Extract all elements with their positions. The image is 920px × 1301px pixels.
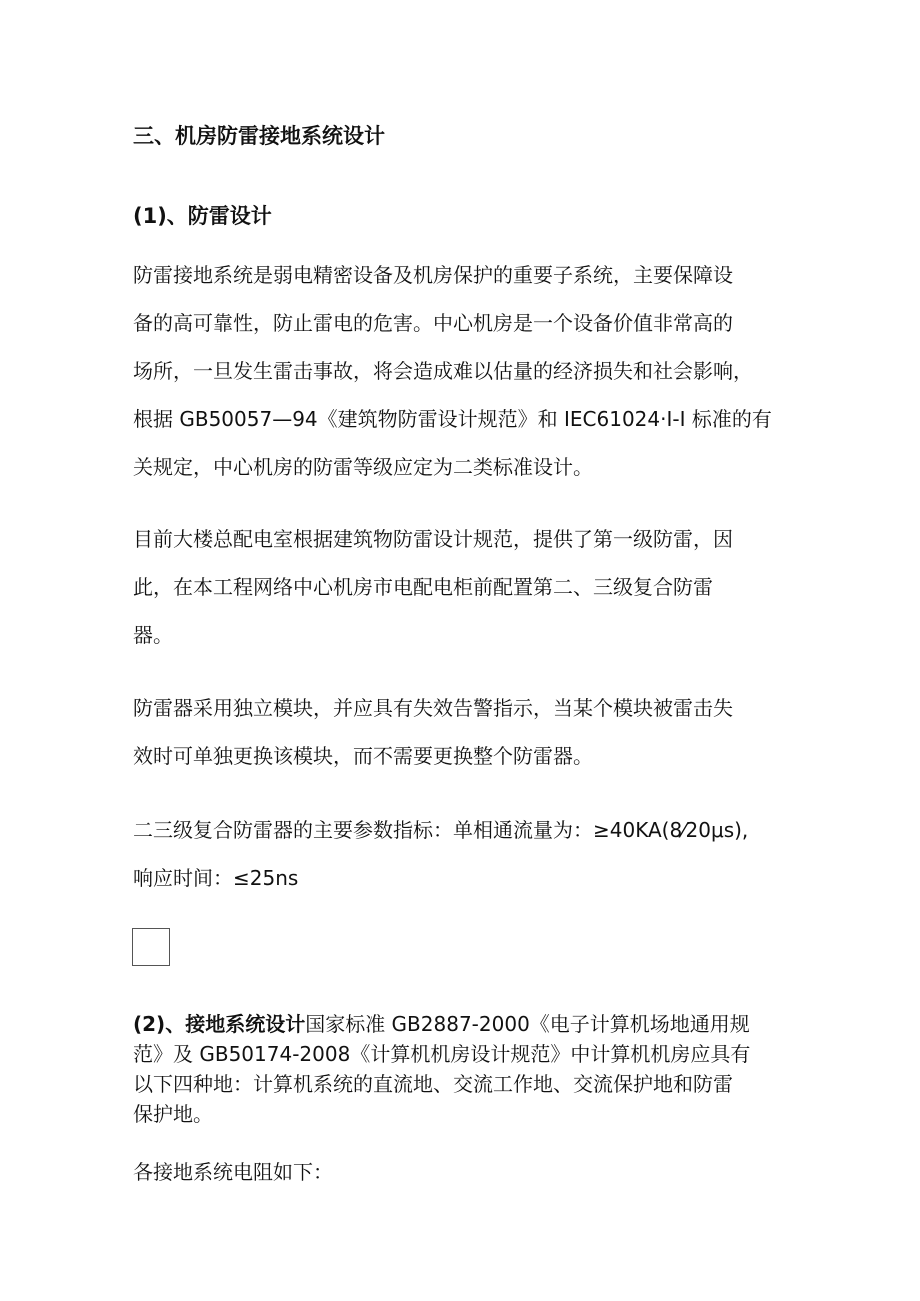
text-line: 防雷器采用独立模块，并应具有失效告警指示，当某个模块被雷击失: [133, 696, 733, 720]
text-line: 此，在本工程网络中心机房市电配电柜前配置第二、三级复合防雷: [133, 575, 713, 599]
text-line: 以下四种地：计算机系统的直流地、交流工作地、交流保护地和防雷: [133, 1072, 733, 1096]
text-line: 国家标准 GB2887-2000《电子计算机场地通用规: [305, 1012, 750, 1036]
text-line: 防雷接地系统是弱电精密设备及机房保护的重要子系统，主要保障设: [133, 263, 733, 287]
lightning-paragraph-3: [133, 684, 813, 780]
lightning-paragraph-2: [133, 515, 813, 659]
text-line: 保护地。: [133, 1102, 213, 1126]
text-line: 二三级复合防雷器的主要参数指标：单相通流量为：≥40KA(8⁄20μs),: [133, 818, 749, 842]
text-line: 关规定，中心机房的防雷等级应定为二类标准设计。: [133, 455, 593, 479]
text-line: 范》及 GB50174-2008《计算机机房设计规范》中计算机机房应具有: [133, 1042, 751, 1066]
text-line: 各接地系统电阻如下：: [133, 1160, 333, 1184]
grounding-paragraph: [133, 1009, 813, 1129]
text-line: 备的高可靠性，防止雷电的危害。中心机房是一个设备价值非常高的: [133, 311, 733, 335]
text-line: 目前大楼总配电室根据建筑物防雷设计规范，提供了第一级防雷，因: [133, 527, 733, 551]
lightning-paragraph-4: [133, 806, 813, 902]
grounding-design-heading: (2)、接地系统设计: [133, 1012, 306, 1036]
resistance-intro: [133, 1148, 813, 1196]
text-line: 根据 GB50057—94《建筑物防雷设计规范》和 IEC61024·I-I 标准的有: [133, 407, 772, 431]
text-line: 效时可单独更换该模块，而不需要更换整个防雷器。: [133, 744, 593, 768]
lightning-paragraph-1: [133, 251, 813, 491]
text-line: 响应时间：≤25ns: [133, 866, 299, 890]
section-heading: 三、机房防雷接地系统设计: [133, 124, 385, 148]
lightning-design-heading: (1)、防雷设计: [133, 204, 272, 228]
text-line: 器。: [133, 623, 173, 647]
text-line: 场所，一旦发生雷击事故，将会造成难以估量的经济损失和社会影响，: [133, 359, 753, 383]
empty-checkbox[interactable]: [132, 928, 170, 966]
